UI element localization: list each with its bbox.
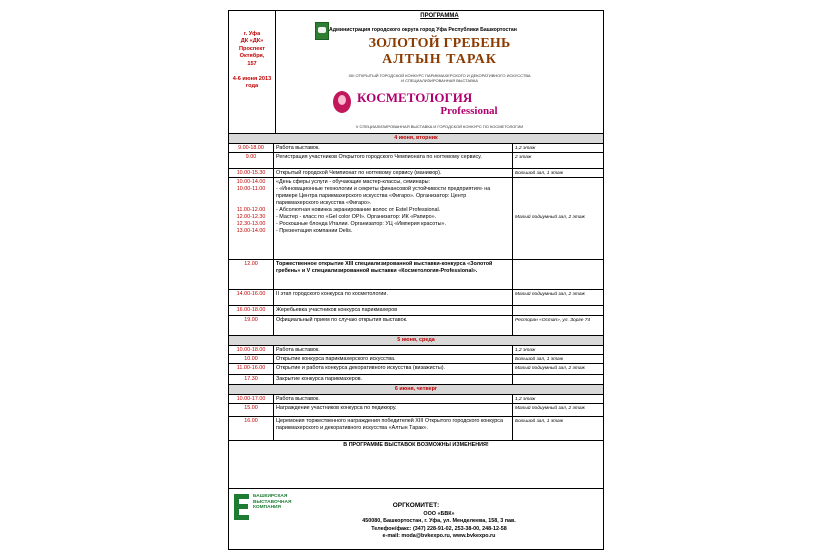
organizer-contacts [299,511,579,541]
table-row [229,177,603,259]
table-row [229,152,603,168]
row-time: 10.00-17.00 [229,395,274,403]
table-row [229,305,603,315]
changes-notice: В ПРОГРАММЕ ВЫСТАВОК ВОЗМОЖНЫ ИЗМЕНЕНИЯ! [229,440,603,450]
row-venue: Малый подиумный зал, 2 этаж [512,364,603,374]
row-time: 10.00-15.30 [229,169,274,177]
table-row [229,416,603,440]
row-description: Церемония торжественного награждения победителей XIII Открытого городского конкурса парикмахерского и декоративного искусства «Алтын Тарак». [276,418,504,431]
venue-line: Октября, [239,53,265,60]
row-description: Регистрация участников Открытого городского Чемпионата по ногтевому сервису. [276,154,482,160]
row-time: 17.30 [229,375,274,384]
organizer-line: e-mail: moda@bvkexpo.ru, www.bvkexpo.ru [382,533,496,540]
row-venue [512,306,603,315]
row-description: Официальный прием по случаю открытия выставок. [276,317,408,323]
program-title: ПРОГРАММА [420,13,459,19]
row-description: Торжественное открытие XIII специализированной выставки-конкурса «Золотой гребень» и V специализированной выставки «Косметология-Professional». [276,261,493,274]
organizer-line: Телефон/факс: (347) 228-91-02, 253-38-00, 248-12-58 [371,525,507,532]
day-header: 6 июня, четверг [229,384,603,394]
event-subtitle-line: И СПЕЦИАЛИЗИРОВАННАЯ ВЫСТАВКА [401,78,478,83]
table-row [229,374,603,384]
row-description: Жеребьевка участников конкурса парикмахеров [276,307,398,313]
row-time: 10.00 [229,355,274,363]
row-venue: Большой зал, 1 этаж [512,355,603,363]
cosmetology-subtitle: V СПЕЦИАЛИЗИРОВАННАЯ ВЫСТАВКА И ГОРОДСКОЙ КОНКУРС ПО КОСМЕТОЛОГИИ [355,124,524,129]
logo-text-line: КОМПАНИЯ [253,505,281,511]
row-time: 19.00 [229,316,274,335]
table-row [229,259,603,289]
schedule-table [229,133,603,450]
organizer-footer [229,488,603,550]
table-row [229,168,603,177]
organizer-line: ООО «БВК» [423,511,455,517]
row-time: 15.00 [229,404,274,416]
logo-text-line: БАШКИРСКАЯ [253,494,288,499]
row-venue: 1,2 этаж [512,395,603,403]
venue-column [229,11,276,133]
row-venue: Большой зал, 1 этаж [512,417,603,440]
logo-text-line: ВЫСТАВОЧНАЯ [253,499,292,505]
row-time: 9.00-18.00 [229,144,274,152]
program-document [228,10,604,550]
organizer-line: 450080, Башкортостан, г. Уфа, ул. Менделеева, 158, 3 пав. [362,518,516,525]
event-subtitle-line: XIII ОТКРЫТЫЙ ГОРОДСКОЙ КОНКУРС ПАРИКМАХЕРСКОГО И ДЕКОРАТИВНОГО ИСКУССТВА [348,73,531,78]
event-dates: 4-6 июня 2013 года [232,76,272,90]
row-time: 16.00-18.00 [229,306,274,315]
table-row [229,354,603,363]
row-description: Открытие конкурса парикмахерского искусства. [276,356,396,362]
event-title-altyn-tarak: АЛТЫН ТАРАК [382,52,497,67]
row-description: Работа выставок. [276,396,320,402]
table-row [229,363,603,374]
row-description: II этап городского конкурса по косметологии. [276,291,388,297]
table-row [229,315,603,335]
venue-line: 157 [247,60,257,67]
row-venue [512,260,603,289]
document-header [229,11,603,133]
event-title-cosmetology: КОСМЕТОЛОГИЯ [357,90,473,105]
event-title-professional: Professional [440,105,498,117]
row-description: «День сферы услуги - обучающие мастер-классы, семинары: - «Инновационные технологии и секреты финансовой устойчивости предприятия» на примере Центра парикмахерского искусства «Фигаро». Организатор: Центр парикмахерского искусства «Фигаро». - Абсолютная новинка экранирование волос от Estel Professional. - Мастер - класс по «Gel color OPI». Организатор: ИК «Рапиро». - Роскошные блонда Италии. Организатор: УЦ «Империя красоты». - Презентация компании Delis. [276,179,491,234]
row-description: Закрытие конкурса парикмахеров. [276,376,363,382]
row-description: Открытие и работа конкурса декоративного искусства (визажисты). [276,365,445,371]
row-venue: 1,2 этаж [512,144,603,152]
row-venue: 2 этаж [512,153,603,168]
event-title-golden-comb: ЗОЛОТОЙ ГРЕБЕНЬ [368,36,511,51]
row-venue: Малый подиумный зал, 2 этаж [512,290,603,305]
table-row [229,403,603,416]
row-venue: Малый подиумный зал, 2 этаж [512,178,603,259]
table-row [229,143,603,152]
row-description: Работа выставок. [276,347,320,353]
table-row [229,345,603,354]
row-venue: Ресторан «Остап», ул. Зорге 74 [512,316,603,335]
row-time: 10.00-14.00 10.00-11.00 11.00-12.00 12.00-12.30 12.30-13.00 13.00-14.00 [229,178,274,259]
row-time: 16.00 [229,417,274,440]
organizer-title: ОРГКОМИТЕТ: [392,502,440,509]
row-venue [512,375,603,384]
row-description: Работа выставок. [276,145,320,151]
row-time: 9.00 [229,153,274,168]
row-time: 12.00 [229,260,274,289]
row-time: 14.00-16.00 [229,290,274,305]
administration-name: Администрация городского округа город Уфа Республики Башкортостан [329,27,517,33]
venue-line: г. Уфа [243,31,261,37]
day-header: 4 июня, вторник [229,133,603,143]
row-venue: Малый подиумный зал, 2 этаж [512,404,603,416]
cosmetology-logo-icon [333,91,351,113]
table-row [229,394,603,403]
venue-line: ДК «ДК» [240,38,264,45]
row-description: Открытый городской Чемпионат по ногтевому сервису (маникюр). [276,170,442,176]
venue-line: Проспект [239,45,265,52]
table-row [229,289,603,305]
row-description: Награждение участников конкурса по педикюру. [276,405,397,411]
row-time: 11.00-16.00 [229,364,274,374]
row-time: 10.00-18.00 [229,346,274,354]
day-header: 5 июня, среда [229,335,603,345]
row-venue: 1,2 этаж [512,346,603,354]
event-subtitle [276,73,603,83]
row-venue: Большой зал, 1 этаж [512,169,603,177]
